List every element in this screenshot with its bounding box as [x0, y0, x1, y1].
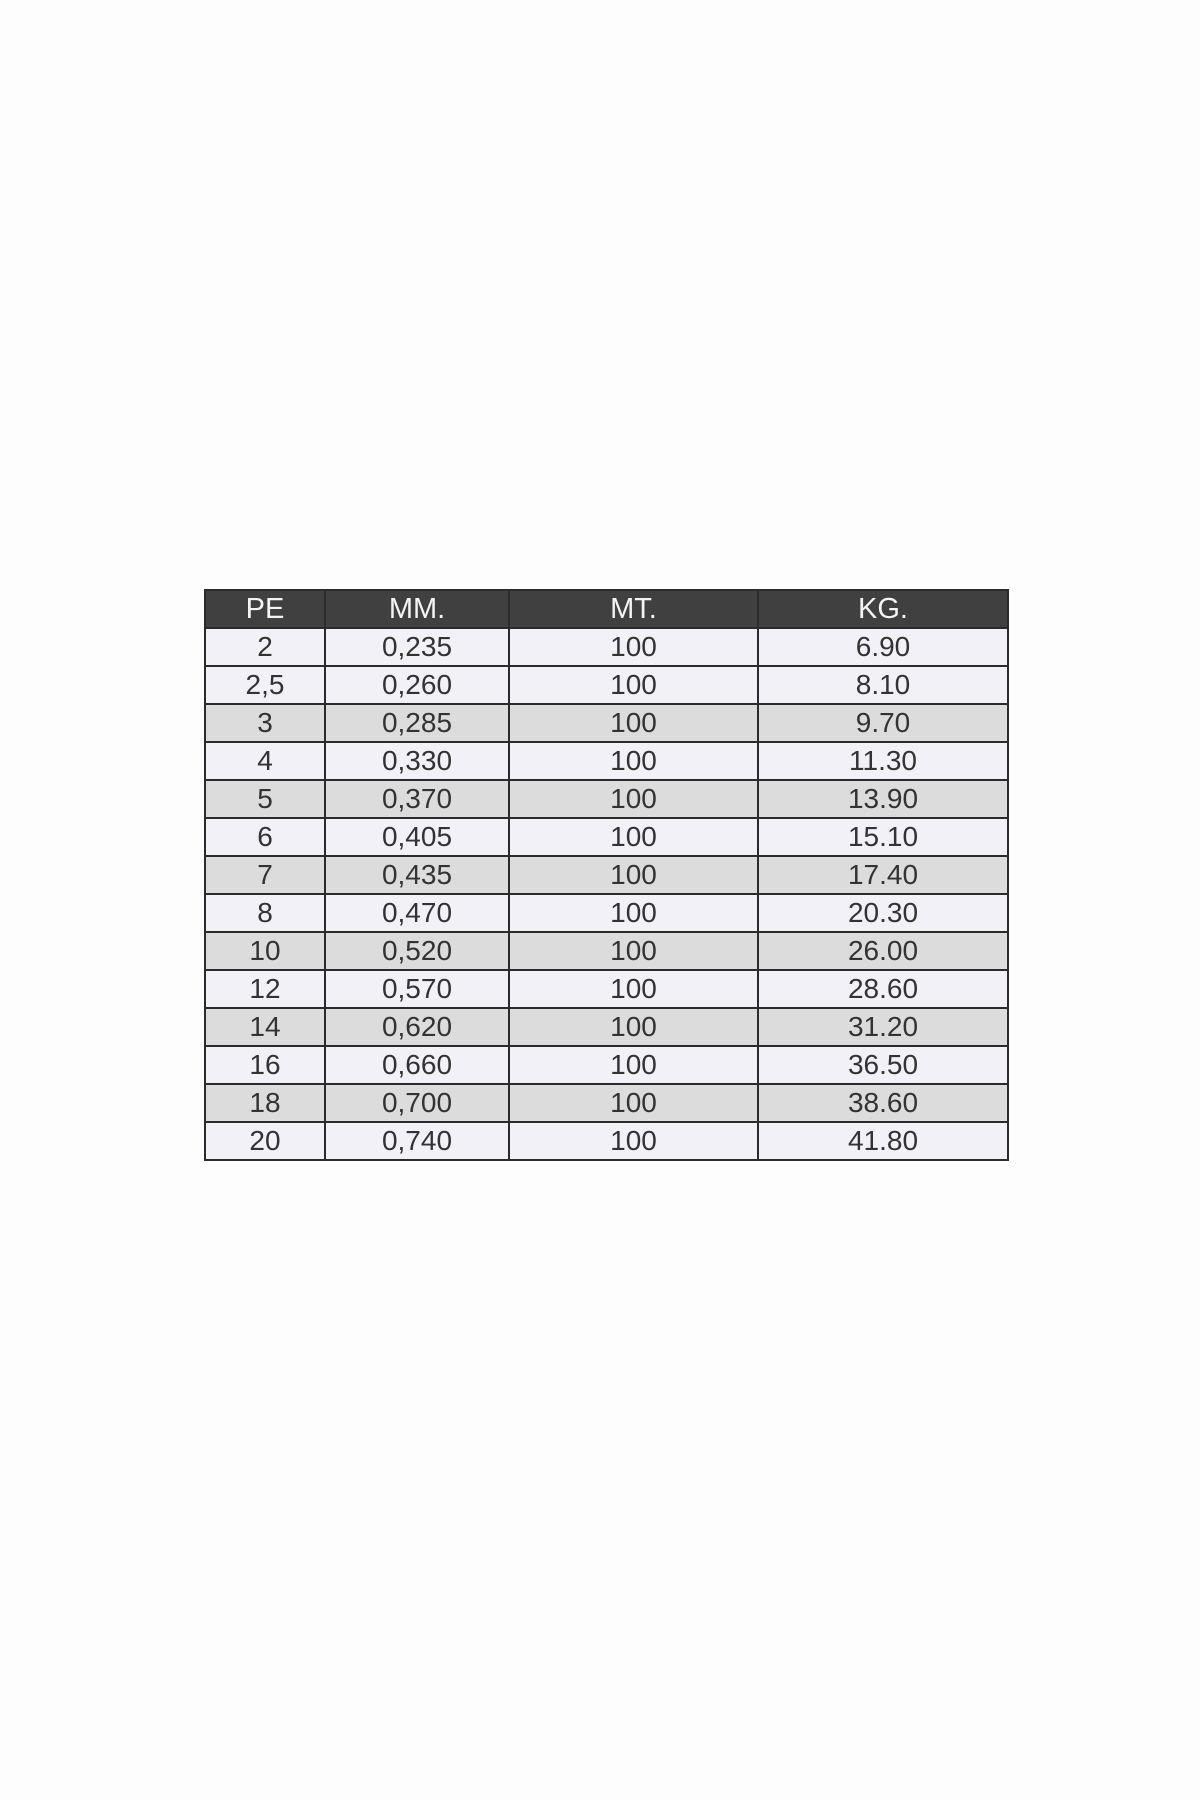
table-row [205, 1084, 1008, 1122]
cell-kg: 38.60 [758, 1084, 1008, 1122]
cell-mt: 100 [509, 704, 758, 742]
cell-mt: 100 [509, 1046, 758, 1084]
cell-kg: 9.70 [758, 704, 1008, 742]
cell-mt: 100 [509, 932, 758, 970]
cell-mm: 0,570 [325, 970, 509, 1008]
cell-pe: 10 [205, 932, 325, 970]
cell-kg: 31.20 [758, 1008, 1008, 1046]
cell-mt: 100 [509, 894, 758, 932]
spec-table [204, 589, 1009, 1161]
cell-mt: 100 [509, 628, 758, 666]
cell-kg: 11.30 [758, 742, 1008, 780]
table-row [205, 704, 1008, 742]
cell-mm: 0,370 [325, 780, 509, 818]
table-row [205, 1122, 1008, 1160]
cell-mm: 0,260 [325, 666, 509, 704]
cell-mm: 0,700 [325, 1084, 509, 1122]
cell-mm: 0,520 [325, 932, 509, 970]
table-row [205, 818, 1008, 856]
table-row [205, 666, 1008, 704]
cell-pe: 14 [205, 1008, 325, 1046]
cell-kg: 8.10 [758, 666, 1008, 704]
table-row [205, 856, 1008, 894]
cell-mm: 0,470 [325, 894, 509, 932]
cell-pe: 8 [205, 894, 325, 932]
header-mt: MT. [509, 590, 758, 628]
table-row [205, 970, 1008, 1008]
table-row [205, 628, 1008, 666]
table-row [205, 780, 1008, 818]
cell-kg: 20.30 [758, 894, 1008, 932]
cell-kg: 28.60 [758, 970, 1008, 1008]
cell-pe: 20 [205, 1122, 325, 1160]
header-pe: PE [205, 590, 325, 628]
cell-pe: 5 [205, 780, 325, 818]
header-row [205, 590, 1008, 628]
cell-mm: 0,285 [325, 704, 509, 742]
cell-mm: 0,740 [325, 1122, 509, 1160]
cell-mt: 100 [509, 780, 758, 818]
cell-mm: 0,435 [325, 856, 509, 894]
cell-kg: 36.50 [758, 1046, 1008, 1084]
cell-pe: 18 [205, 1084, 325, 1122]
table-header [205, 590, 1008, 628]
table-row [205, 1046, 1008, 1084]
cell-pe: 2,5 [205, 666, 325, 704]
cell-pe: 4 [205, 742, 325, 780]
cell-mt: 100 [509, 1122, 758, 1160]
cell-pe: 16 [205, 1046, 325, 1084]
cell-kg: 13.90 [758, 780, 1008, 818]
cell-mt: 100 [509, 818, 758, 856]
header-kg: KG. [758, 590, 1008, 628]
header-mm: MM. [325, 590, 509, 628]
cell-mm: 0,235 [325, 628, 509, 666]
cell-mm: 0,330 [325, 742, 509, 780]
cell-kg: 6.90 [758, 628, 1008, 666]
cell-mt: 100 [509, 856, 758, 894]
cell-pe: 12 [205, 970, 325, 1008]
table-row [205, 894, 1008, 932]
cell-pe: 7 [205, 856, 325, 894]
cell-mt: 100 [509, 742, 758, 780]
cell-mt: 100 [509, 1084, 758, 1122]
table-row [205, 932, 1008, 970]
cell-mm: 0,620 [325, 1008, 509, 1046]
table-row [205, 1008, 1008, 1046]
cell-mm: 0,405 [325, 818, 509, 856]
cell-kg: 26.00 [758, 932, 1008, 970]
cell-mt: 100 [509, 1008, 758, 1046]
cell-mm: 0,660 [325, 1046, 509, 1084]
cell-pe: 2 [205, 628, 325, 666]
cell-kg: 15.10 [758, 818, 1008, 856]
cell-mt: 100 [509, 970, 758, 1008]
cell-mt: 100 [509, 666, 758, 704]
table-row [205, 742, 1008, 780]
cell-kg: 41.80 [758, 1122, 1008, 1160]
table-body [205, 628, 1008, 1160]
cell-pe: 6 [205, 818, 325, 856]
cell-pe: 3 [205, 704, 325, 742]
cell-kg: 17.40 [758, 856, 1008, 894]
